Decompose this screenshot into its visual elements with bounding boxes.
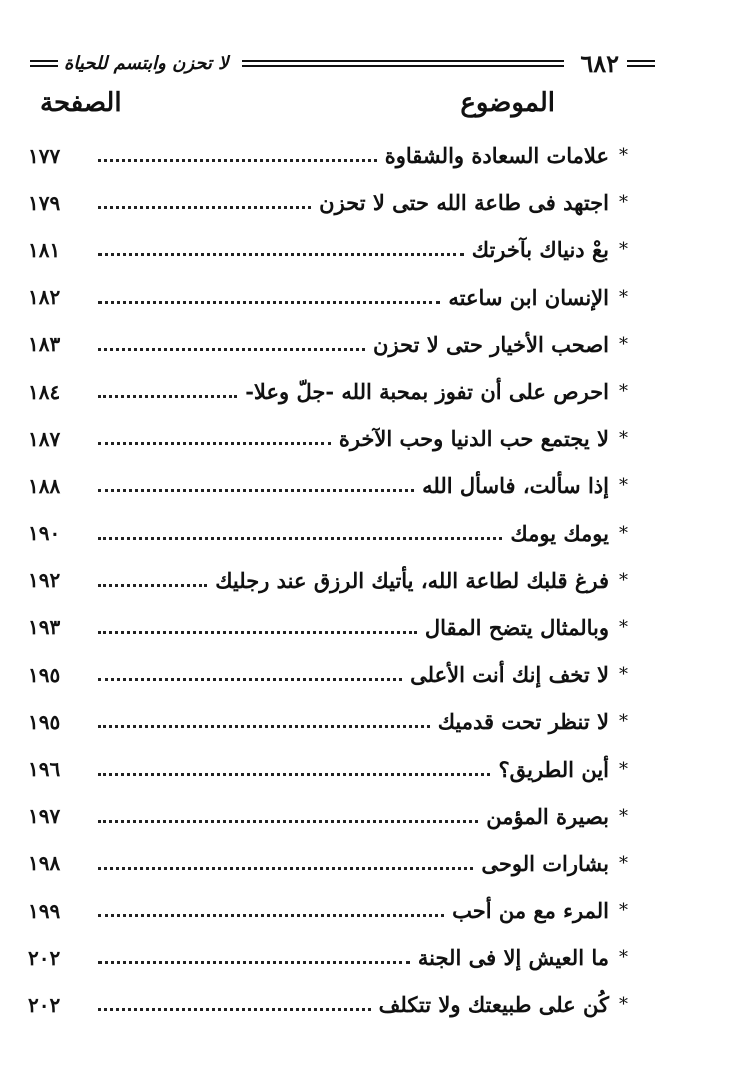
dot-leader [98, 820, 478, 823]
toc-entry-title: بصيرة المؤمن [486, 803, 609, 829]
dot-leader [98, 348, 365, 351]
dot-leader [98, 1008, 371, 1011]
topic-heading: الموضوع [460, 88, 555, 118]
dot-leader [98, 395, 237, 398]
dot-leader [98, 253, 464, 256]
bullet-star-icon: * [619, 994, 628, 1016]
toc-entry-page: ١٨٣ [28, 332, 61, 357]
toc-entry-page: ١٩٠ [28, 521, 61, 546]
toc-entry-page: ١٩٥ [28, 709, 61, 734]
toc-entry [28, 981, 628, 1028]
dot-leader [98, 961, 410, 964]
toc-entry-title: الإنسان ابن ساعته [448, 284, 609, 310]
toc-entry-title: اصحب الأخيار حتى لا تحزن [373, 331, 609, 357]
bullet-star-icon: * [619, 239, 628, 261]
page-number: ٦٨٢ [580, 48, 619, 78]
toc-entry-title: المرء مع من أحب [452, 898, 609, 924]
dot-leader [98, 159, 377, 162]
toc-entry-title: كُن على طبيعتك ولا تتكلف [378, 992, 609, 1018]
toc-entry [28, 887, 628, 934]
dot-leader [98, 631, 417, 634]
toc-entry-page: ١٨٢ [28, 285, 61, 310]
dot-leader [98, 442, 331, 445]
toc-entry-page: ١٩٩ [28, 898, 61, 923]
bullet-star-icon: * [619, 664, 628, 686]
toc-entry-page: ١٩٧ [28, 804, 61, 829]
bullet-star-icon: * [619, 852, 628, 874]
book-title: لا تحزن وابتسم للحياة [64, 52, 229, 74]
bullet-star-icon: * [619, 522, 628, 544]
dot-leader [98, 584, 207, 587]
toc-entry [28, 510, 628, 557]
toc-entry-page: ١٩٣ [28, 615, 61, 640]
toc-entry-title: بعْ دنياك بآخرتك [471, 237, 609, 263]
toc-entry [28, 462, 628, 509]
toc-entry-page: ١٩٦ [28, 757, 61, 782]
bullet-star-icon: * [619, 711, 628, 733]
toc-entry-title: ما العيش إلا فى الجنة [417, 945, 609, 971]
bullet-star-icon: * [619, 758, 628, 780]
toc-entry-title: لا تخف إنك أنت الأعلى [410, 662, 609, 688]
dot-leader [98, 537, 502, 540]
toc-entry [28, 745, 628, 792]
table-of-contents [28, 132, 628, 1029]
toc-entry-page: ١٩٥ [28, 662, 61, 687]
header-rule-right [627, 60, 655, 67]
toc-entry [28, 604, 628, 651]
toc-entry-page: ١٩٨ [28, 851, 61, 876]
bullet-star-icon: * [619, 805, 628, 827]
toc-entry-title: يومك يومك [510, 520, 609, 546]
toc-entry-title: احرص على أن تفوز بمحبة الله -جلّ وعلا- [245, 379, 609, 405]
toc-entry [28, 179, 628, 226]
toc-entry [28, 321, 628, 368]
bullet-star-icon: * [619, 947, 628, 969]
toc-entry-page: ٢٠٢ [28, 992, 61, 1017]
bullet-star-icon: * [619, 286, 628, 308]
running-header [30, 48, 655, 78]
toc-entry-page: ١٨٧ [28, 426, 61, 451]
toc-entry-title: أين الطريق؟ [498, 756, 609, 782]
bullet-star-icon: * [619, 616, 628, 638]
toc-entry-title: فرغ قلبك لطاعة الله، يأتيك الرزق عند رجليك [215, 567, 609, 593]
page-heading: الصفحة [40, 88, 122, 118]
toc-entry [28, 368, 628, 415]
toc-entry [28, 840, 628, 887]
toc-entry-title: علامات السعادة والشقاوة [384, 143, 609, 169]
toc-entry-title: وبالمثال يتضح المقال [424, 614, 609, 640]
bullet-star-icon: * [619, 900, 628, 922]
dot-leader [98, 867, 473, 870]
bullet-star-icon: * [619, 192, 628, 214]
toc-entry [28, 557, 628, 604]
header-rule-left [30, 60, 58, 67]
toc-entry [28, 934, 628, 981]
toc-entry [28, 274, 628, 321]
header-rule-middle [242, 60, 564, 67]
toc-entry [28, 132, 628, 179]
toc-entry-title: لا تنظر تحت قدميك [437, 709, 609, 735]
toc-entry-title: بشارات الوحى [481, 850, 609, 876]
bullet-star-icon: * [619, 381, 628, 403]
toc-entry-page: ٢٠٢ [28, 945, 61, 970]
dot-leader [98, 725, 430, 728]
toc-entry [28, 793, 628, 840]
toc-entry-title: لا يجتمع حب الدنيا وحب الآخرة [338, 426, 609, 452]
dot-leader [98, 489, 414, 492]
toc-entry [28, 698, 628, 745]
dot-leader [98, 206, 311, 209]
dot-leader [98, 301, 440, 304]
bullet-star-icon: * [619, 428, 628, 450]
toc-entry-page: ١٨٨ [28, 473, 61, 498]
toc-entry-title: اجتهد فى طاعة الله حتى لا تحزن [319, 190, 609, 216]
toc-entry-page: ١٧٩ [28, 190, 61, 215]
toc-entry [28, 226, 628, 273]
dot-leader [98, 678, 402, 681]
toc-entry [28, 415, 628, 462]
dot-leader [98, 773, 490, 776]
bullet-star-icon: * [619, 333, 628, 355]
dot-leader [98, 914, 444, 917]
toc-entry-title: إذا سألت، فاسأل الله [422, 473, 609, 499]
toc-entry [28, 651, 628, 698]
bullet-star-icon: * [619, 145, 628, 167]
column-headings [40, 88, 555, 124]
toc-entry-page: ١٧٧ [28, 143, 61, 168]
bullet-star-icon: * [619, 569, 628, 591]
toc-entry-page: ١٩٢ [28, 568, 61, 593]
bullet-star-icon: * [619, 475, 628, 497]
toc-entry-page: ١٨١ [28, 237, 61, 262]
toc-entry-page: ١٨٤ [28, 379, 61, 404]
